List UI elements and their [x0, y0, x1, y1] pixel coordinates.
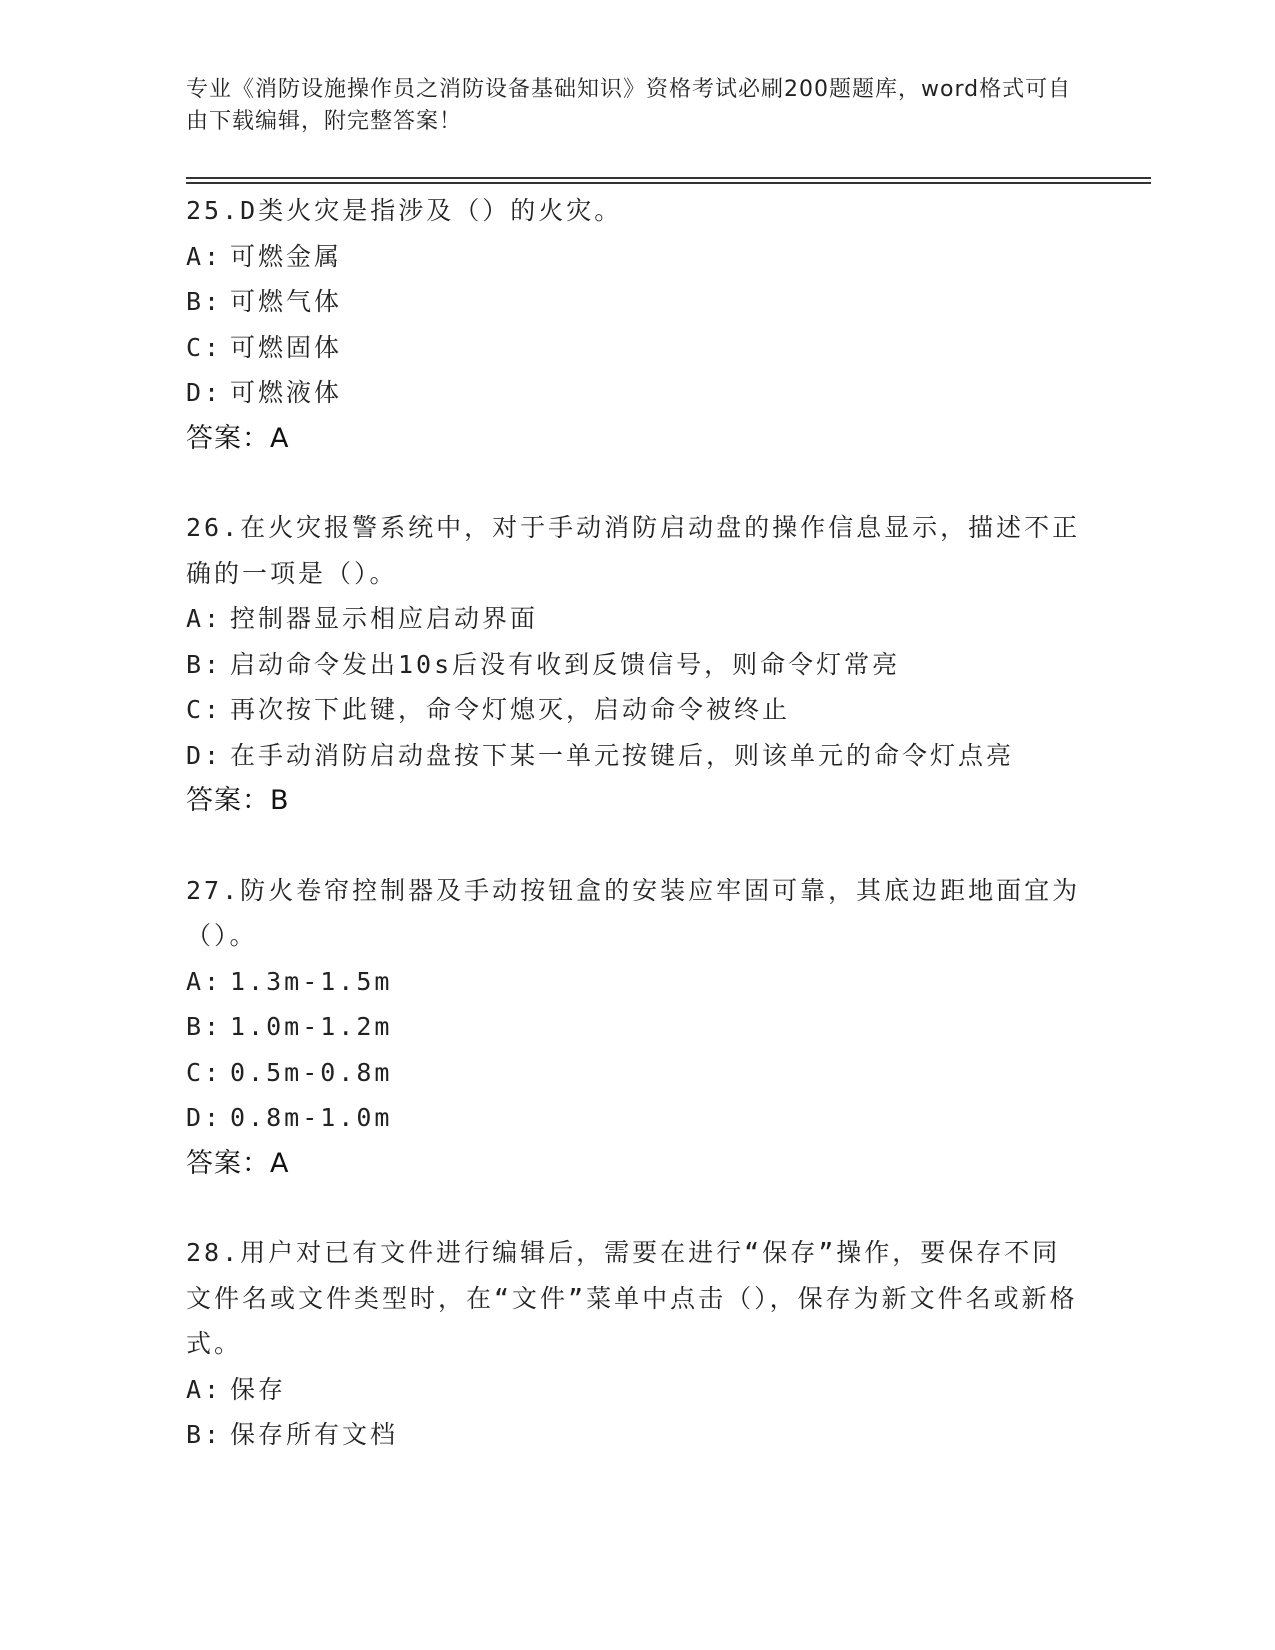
option-text: 可燃气体: [230, 287, 343, 316]
option-letter: B:: [186, 1012, 223, 1041]
option-text: 启动命令发出10s后没有收到反馈信号，则命令灯常亮: [230, 649, 901, 679]
option-d: [186, 1095, 1086, 1141]
answer-line: 答案：B: [186, 785, 290, 816]
answer-line: 答案：A: [186, 1147, 290, 1179]
option-text: 保存所有文档: [230, 1420, 399, 1449]
question-list: [186, 188, 1086, 1502]
option-letter: A:: [186, 1374, 223, 1404]
option-a: [186, 1367, 1086, 1413]
option-a: [186, 596, 1086, 642]
option-text: 可燃金属: [230, 241, 343, 271]
question-25: [186, 188, 1086, 461]
question-text: 28.用户对已有文件进行编辑后，需要在进行“保存”操作，要保存不同文件名或文件类型时，在“文件”菜单中点击（），保存为新文件名或新格式。: [186, 1238, 1078, 1358]
option-letter: D:: [186, 740, 223, 770]
option-letter: C:: [186, 1057, 223, 1087]
option-letter: B:: [186, 287, 223, 316]
option-b: [186, 1004, 1086, 1050]
option-text: 1.0m-1.2m: [230, 1012, 393, 1041]
option-c: [186, 1050, 1086, 1096]
question-26: [186, 505, 1086, 824]
header-divider-bottom: [186, 182, 1151, 184]
option-letter: C:: [186, 332, 223, 362]
option-c: [186, 687, 1086, 733]
option-text: 再次按下此键，命令灯熄灭，启动命令被终止: [230, 695, 791, 724]
question-28: [186, 1230, 1086, 1458]
option-b: [186, 1412, 1086, 1458]
option-a: [186, 234, 1086, 280]
header-divider-top: [186, 177, 1151, 179]
option-letter: A:: [186, 604, 223, 633]
option-letter: D:: [186, 1103, 223, 1132]
option-letter: D:: [186, 378, 223, 407]
question-text: 26.在火灾报警系统中，对于手动消防启动盘的操作信息显示，描述不正确的一项是（）。: [186, 513, 1081, 588]
answer-line: 答案：A: [186, 422, 290, 454]
option-letter: C:: [186, 695, 223, 724]
option-b: [186, 279, 1086, 325]
option-letter: A:: [186, 241, 223, 271]
question-27: [186, 868, 1086, 1187]
option-text: 在手动消防启动盘按下某一单元按键后，则该单元的命令灯点亮: [230, 740, 1015, 770]
document-header: 专业《消防设施操作员之消防设备基础知识》资格考试必刷200题题库，word格式可自由下载编辑，附完整答案！: [186, 77, 1072, 134]
option-text: 保存: [230, 1374, 287, 1404]
option-d: [186, 370, 1086, 416]
option-c: [186, 325, 1086, 371]
option-b: [186, 642, 1086, 688]
option-letter: B:: [186, 1420, 223, 1449]
option-letter: B:: [186, 649, 223, 679]
option-text: 可燃固体: [230, 332, 343, 362]
question-text: 25.D类火灾是指涉及（）的火灾。: [186, 196, 623, 225]
option-text: 1.3m-1.5m: [230, 966, 393, 996]
option-text: 0.5m-0.8m: [230, 1057, 393, 1087]
option-text: 控制器显示相应启动界面: [230, 604, 539, 633]
option-letter: A:: [186, 966, 223, 996]
option-text: 可燃液体: [230, 378, 343, 407]
option-a: [186, 959, 1086, 1005]
question-text: 27.防火卷帘控制器及手动按钮盒的安装应牢固可靠，其底边距地面宜为（）。: [186, 875, 1081, 950]
option-d: [186, 733, 1086, 779]
option-text: 0.8m-1.0m: [230, 1103, 393, 1132]
